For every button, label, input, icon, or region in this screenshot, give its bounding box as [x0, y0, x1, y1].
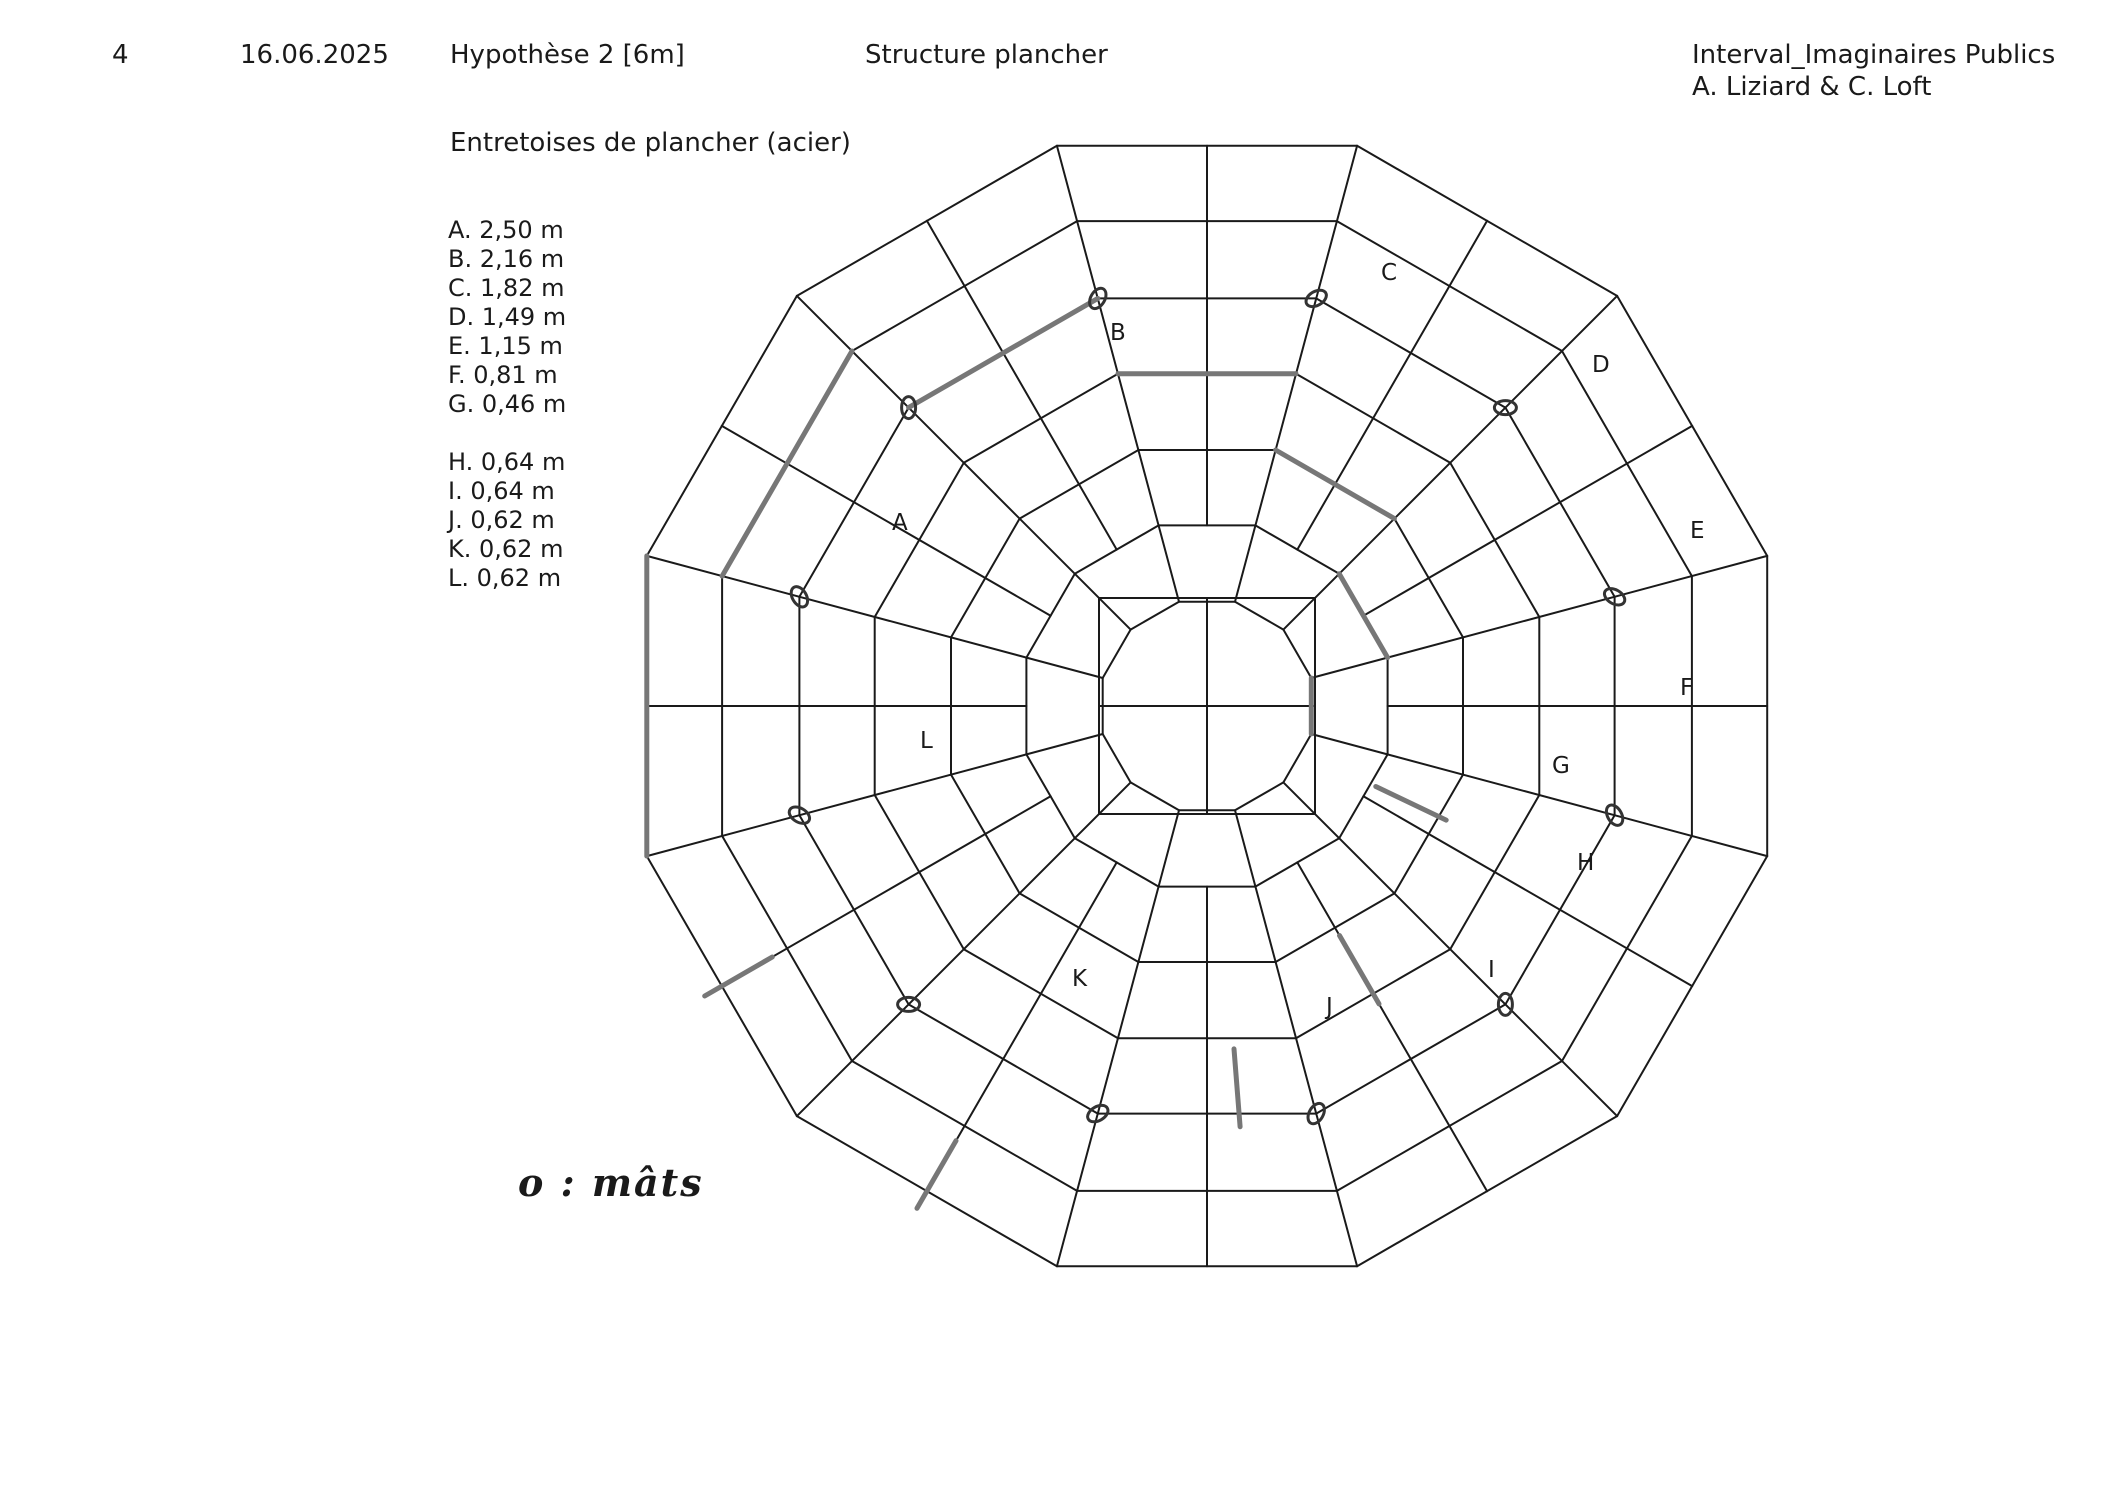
member-label-i: I: [1488, 957, 1495, 983]
highlighted-member-k: [917, 1141, 956, 1209]
ring-segment: [1235, 782, 1283, 810]
highlighted-member-h: [1376, 787, 1446, 821]
ring-segment: [1131, 782, 1179, 810]
legend-item-a: A. 2,50 m: [448, 216, 564, 244]
page-number: 4: [112, 40, 129, 70]
legend-item-i: I. 0,64 m: [448, 477, 555, 505]
member-label-e: E: [1690, 518, 1705, 544]
highlighted-member-l: [705, 957, 773, 996]
radial-beam: [1283, 296, 1617, 630]
legend-item-g: G. 0,46 m: [448, 390, 567, 418]
member-label-f: F: [1680, 675, 1694, 701]
legend-item-e: E. 1,15 m: [448, 332, 563, 360]
member-label-j: J: [1326, 994, 1333, 1020]
member-label-a: A: [892, 510, 908, 536]
member-label-b: B: [1110, 320, 1126, 346]
section-title: Structure plancher: [865, 40, 1108, 70]
highlighted-member-j: [1234, 1049, 1240, 1127]
secondary-joist: [927, 221, 1117, 550]
legend-item-c: C. 1,82 m: [448, 274, 565, 302]
highlighted-member-b: [722, 351, 852, 576]
highlighted-member-i: [1340, 936, 1380, 1004]
legend-item-j: J. 0,62 m: [448, 506, 555, 534]
highlighted-member-e: [1276, 450, 1395, 519]
ring-segment: [1283, 734, 1311, 782]
ring-segment: [1283, 630, 1311, 678]
member-label-g: G: [1552, 753, 1570, 779]
member-label-c: C: [1381, 260, 1398, 286]
ring-segment: [1235, 602, 1283, 630]
radial-beam: [1283, 782, 1617, 1116]
legend-item-h: H. 0,64 m: [448, 448, 566, 476]
page-subtitle: Entretoises de plancher (acier): [450, 128, 851, 158]
ring-segment: [1131, 602, 1179, 630]
member-label-k: K: [1072, 966, 1088, 992]
secondary-joist: [1297, 862, 1487, 1191]
document-date: 16.06.2025: [240, 40, 389, 70]
secondary-joist: [722, 426, 1051, 616]
structural-grid: [647, 146, 1767, 1266]
member-label-l: L: [920, 728, 933, 754]
secondary-joist: [1363, 796, 1692, 986]
highlighted-member-f: [1339, 574, 1387, 658]
radial-beam: [797, 296, 1131, 630]
member-label-h: H: [1577, 850, 1595, 876]
handwritten-note: o : mâts: [518, 1160, 704, 1205]
member-label-d: D: [1592, 352, 1610, 378]
legend-item-f: F. 0,81 m: [448, 361, 558, 389]
authors: A. Liziard & C. Loft: [1692, 72, 1932, 102]
legend-item-k: K. 0,62 m: [448, 535, 564, 563]
legend-item-d: D. 1,49 m: [448, 303, 567, 331]
ring-segment: [1103, 734, 1131, 782]
highlighted-member-c: [909, 298, 1098, 407]
radial-beam: [797, 782, 1131, 1116]
project-name: Interval_Imaginaires Publics: [1692, 40, 2056, 70]
ring-segment: [1103, 630, 1131, 678]
hypothesis-title: Hypothèse 2 [6m]: [450, 40, 685, 70]
highlighted-members: [647, 298, 1446, 1208]
legend-item-l: L. 0,62 m: [448, 564, 562, 592]
secondary-joist: [1363, 426, 1692, 616]
legend-item-b: B. 2,16 m: [448, 245, 565, 273]
